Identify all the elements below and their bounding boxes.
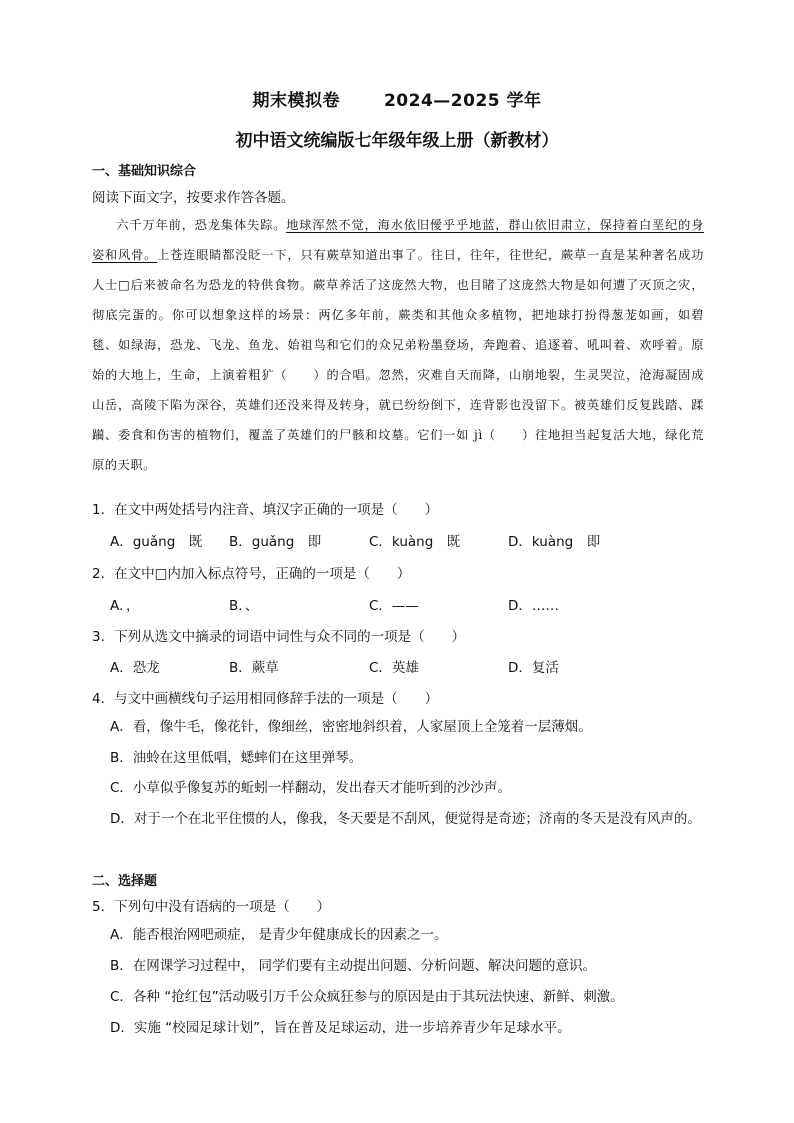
question-3-option-d[interactable]: D．复活 [508,660,559,676]
question-5-option-d[interactable]: D．实施 “校园足球计划”，旨在普及足球运动，进一步培养青少年足球水平。 [110,1020,571,1036]
question-4-option-d[interactable]: D．对于一个在北平住惯的人，像我，冬天要是不刮风，便觉得是奇迹；济南的冬天是没有风声的。 [110,811,701,827]
question-4-option-a[interactable]: A．看，像牛毛，像花针，像细丝，密密地斜织着，人家屋顶上全笼着一层薄烟。 [110,719,592,735]
question-1-stem: 1．在文中两处括号内注音、填汉字正确的一项是（ ） [92,502,439,518]
reading-passage [92,210,704,480]
title-left: 期末模拟卷 [252,91,340,111]
question-2-option-b[interactable]: B．、 [229,598,259,614]
page-subtitle: 初中语文统编版七年级年级上册（新教材） [235,131,559,151]
section-heading-2: 二、选择题 [92,874,158,889]
question-5-option-c[interactable]: C．各种 “抢红包”活动吸引万千公众疯狂参与的原因是由于其玩法快速、新鲜、刺激。 [110,989,624,1005]
question-5-stem: 5．下列句中没有语病的一项是（ ） [92,899,331,915]
question-1-option-c[interactable]: C．kuàng 既 [369,534,461,550]
passage-part-1: 六千万年前，恐龙集体失踪。 [116,218,287,232]
underlined-sentence: 地球浑然不觉，海水依旧僾乎乎地蓝，群山依旧肃立，保持着白垩纪的身姿和风骨。 [92,218,704,262]
question-3-option-c[interactable]: C．英雄 [369,660,419,676]
question-1-option-b[interactable]: B．guǎng 即 [229,534,322,550]
reading-instruction: 阅读下面文字，按要求作答各题。 [92,190,295,206]
question-1-option-d[interactable]: D．kuàng 即 [508,534,601,550]
page-title [0,86,794,111]
question-2-option-d[interactable]: D．…… [508,598,559,614]
question-5-option-b[interactable]: B．在网课学习过程中， 同学们要有主动提出问题、分析问题、解决问题的意识。 [110,958,597,974]
question-1-option-a[interactable]: A．guǎng 既 [110,534,203,550]
question-2-stem: 2．在文中□内加入标点符号，正确的一项是（ ） [92,566,411,582]
title-right: 2024—2025 学年 [383,91,542,111]
section-heading-1: 一、基础知识综合 [92,164,197,179]
passage-part-2: 上苍连眼睛都没眨一下，只有蕨草知道出事了。往日，往年，往世纪，蕨草一直是某种著名成功人士□后来被命名为恐龙的特供食物。蕨草养活了这庞然大物，也目睹了这庞然大物是如何遭了灭顶之灾，彻底完蛋的。你可以想象这样的场景：两亿多年前，蕨类和其他众多植物，把地球打扮得葱茏如画，如碧毯、如绿海，恐龙、飞龙、鱼龙、始祖鸟和它们的众兄弟粉墨登场，奔跑着、追逐着、吼叫着、欢呼着。原始的大地上，生命，上演着粗犷（ ）的合唱。忽然，灾难自天而降，山崩地裂，生灵哭泣，沧海凝固成山岳，高陵下陷为深谷，英雄们还没来得及转身，就已纷纷倒下，连背影也没留下。被英雄们反复践踏、蹂躏、委食和伤害的植物们，覆盖了英雄们的尸骸和坟墓。它们一如 jì（ ）往地担当起复活大地，绿化荒原的天职。 [92,248,705,472]
question-2-option-c[interactable]: C．—— [369,598,419,614]
question-5-option-a[interactable]: A．能否根治网吧顽症， 是青少年健康成长的因素之一。 [110,927,448,943]
question-4-option-c[interactable]: C．小草似乎像复苏的蚯蚓一样翻动，发出春天才能听到的沙沙声。 [110,780,511,796]
question-2-option-a[interactable]: A．， [110,598,140,614]
question-3-option-a[interactable]: A．恐龙 [110,660,160,676]
question-4-stem: 4．与文中画横线句子运用相同修辞手法的一项是（ ） [92,691,439,707]
question-3-option-b[interactable]: B．蕨草 [229,660,279,676]
question-3-stem: 3．下列从选文中摘录的词语中词性与众不同的一项是（ ） [92,629,466,645]
question-4-option-b[interactable]: B．油蛉在这里低唱，蟋蟀们在这里弹琴。 [110,750,363,766]
